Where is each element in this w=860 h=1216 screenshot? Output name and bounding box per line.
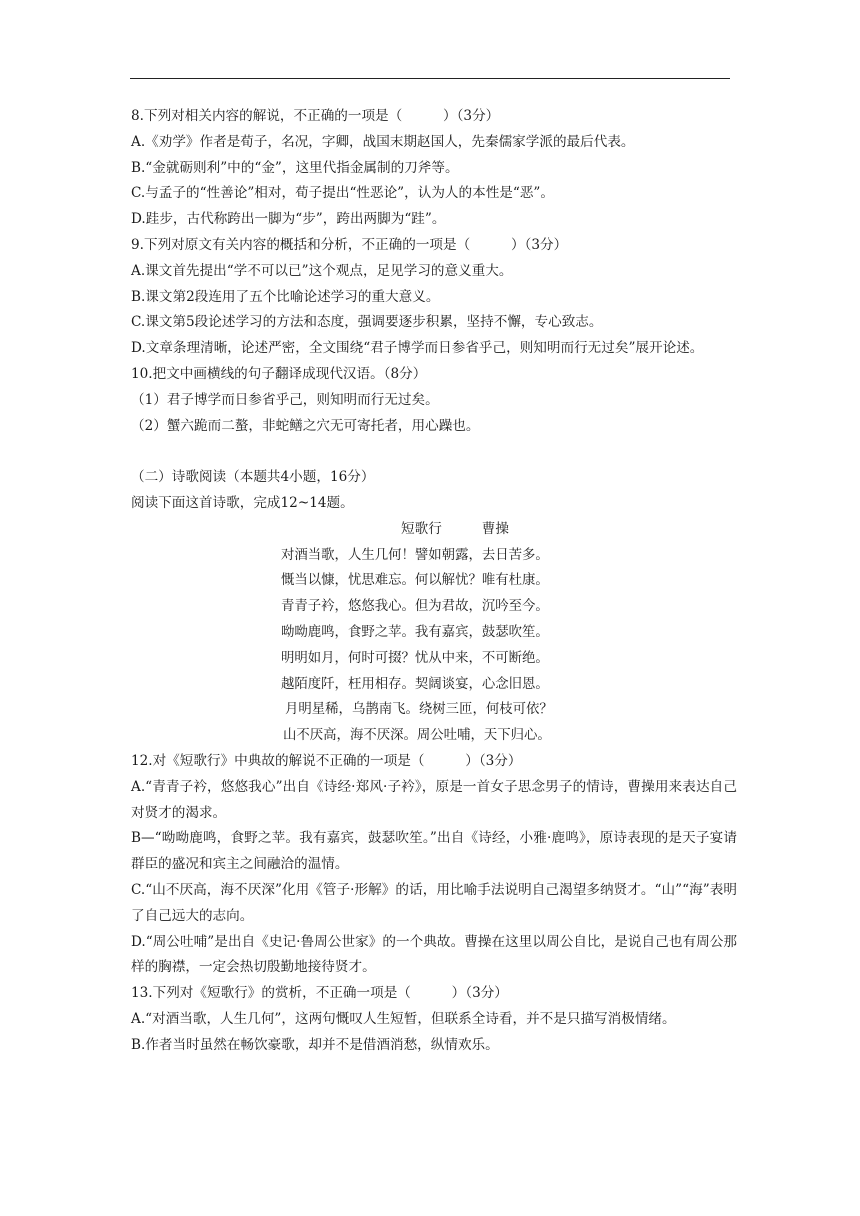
q10-stem: 10.把文中画横线的句子翻译成现代汉语。（8分） [131,365,427,382]
section-heading: （二）诗歌阅读（本题共4小题，16分） [131,469,375,486]
q9-option-b: B.课文第2段连用了五个比喻论述学习的重大意义。 [131,288,440,305]
q12-stem: 12.对《短歌行》中典故的解说不正确的一项是（ ）（3分） [131,752,522,769]
poem-line: 越陌度阡，枉用相存。契阔谈宴，心念旧恩。 [281,676,549,692]
poem-line: 明明如月，何时可掇？忧从中来，不可断绝。 [281,650,549,666]
poem-line: 呦呦鹿鸣，食野之苹。我有嘉宾，鼓瑟吹笙。 [281,624,549,640]
q9-stem: 9.下列对原文有关内容的概括和分析，不正确的一项是（ ）（3分） [131,236,568,253]
poem-line: 月明星稀，乌鹊南飞。绕树三匝，何枝可依？ [285,702,553,718]
q8-option-b: B.“金就砺则利”中的“金”，这里代指金属制的刀斧等。 [131,159,459,176]
q8-option-a: A.《劝学》作者是荀子，名况，字卿，战国末期赵国人，先秦儒家学派的最后代表。 [131,133,635,150]
q8-option-d: D.跬步，古代称跨出一脚为“步”，跨出两脚为“跬”。 [131,211,446,228]
spacer [131,439,737,465]
poem-line: 慨当以慷，忧思难忘。何以解忧？唯有杜康。 [281,573,549,589]
q12-option-b: B—“呦呦鹿鸣，食野之苹。我有嘉宾，鼓瑟吹笙。”出自《诗经，小雅·鹿鸣》，原诗表现的是天子宴请群臣的盛况和宾主之间融洽的温情。 [131,830,737,873]
poem-line: 山不厌高，海不厌深。周公吐哺，天下归心。 [283,728,551,744]
poem-title: 短歌行 [401,520,442,537]
q12-option-c: C.“山不厌高，海不厌深”化用《管子·形解》的话，用比喻手法说明自己渴望多纳贤才。“山”“海”表明了自己远大的志向。 [131,881,737,924]
document-body [131,104,737,1058]
poem-line: 对酒当歌，人生几何！譬如朝露，去日苦多。 [281,547,549,563]
q9-option-d: D.文章条理清晰，论述严密，全文围绕“君子博学而日参省乎己，则知明而行无过矣”展开论述。 [131,340,704,357]
q13-stem: 13.下列对《短歌行》的赏析，不正确一项是（ ）（3分） [131,985,508,1002]
q13-option-a: A.“对酒当歌，人生几何”，这两句慨叹人生短暂，但联系全诗看，并不是只描写消极情绪。 [131,1010,676,1027]
q12-option-d: D.“周公吐哺”是出自《史记·鲁周公世家》的一个典故。曹操在这里以周公自比，是说自己也有周公那样的胸襟，一定会热切殷勤地接待贤才。 [131,933,737,976]
q8-stem: 8.下列对相关内容的解说，不正确的一项是（ ）（3分） [131,108,500,124]
q10-sentence-2: （2）蟹六跪而二螯，非蛇鳝之穴无可寄托者，用心躁也。 [131,417,480,434]
poem-author: 曹操 [481,520,509,537]
poem-line: 青青子衿，悠悠我心。但为君故，沉吟至今。 [281,599,549,615]
header-rule [130,78,730,79]
q9-option-a: A.课文首先提出“学不可以已”这个观点，足见学习的意义重大。 [131,262,513,279]
q10-sentence-1: （1）君子博学而日参省乎己，则知明而行无过矣。 [131,391,439,408]
q9-option-c: C.课文第5段论述学习的方法和态度，强调要逐步积累，坚持不懈，专心致志。 [131,314,603,331]
poem-header [131,517,737,543]
q8-option-c: C.与孟子的“性善论”相对，荀子提出“性恶论”，认为人的本性是“恶”。 [131,185,554,202]
section-intro: 阅读下面这首诗歌，完成12~14题。 [131,494,354,511]
q12-option-a: A.“青青子衿，悠悠我心”出自《诗经·郑风·子衿》，原是一首女子思念男子的情诗，曹操用来表达自己对贤才的渴求。 [131,778,737,821]
q13-option-b: B.作者当时虽然在畅饮豪歌，却并不是借酒消愁，纵情欢乐。 [131,1036,499,1053]
